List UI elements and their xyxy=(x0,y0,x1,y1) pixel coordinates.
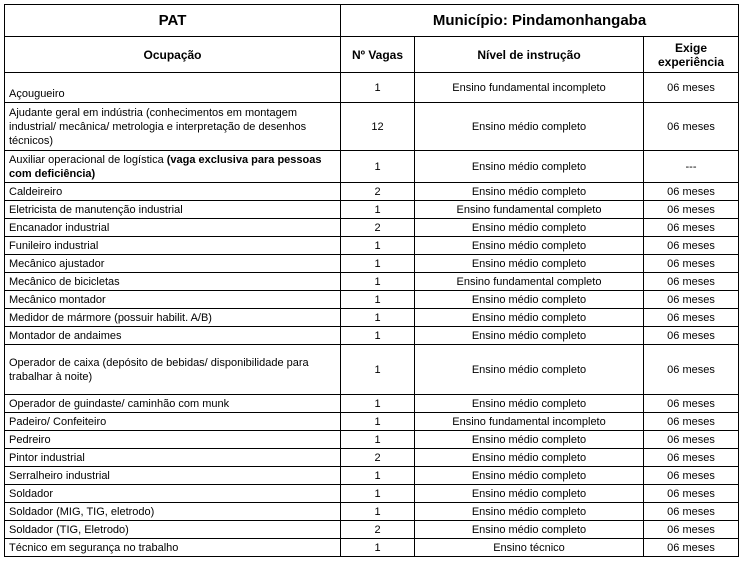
cell-vagas: 1 xyxy=(341,503,415,521)
cell-nivel: Ensino médio completo xyxy=(415,183,644,201)
pat-title: PAT xyxy=(5,5,341,37)
cell-experiencia: 06 meses xyxy=(644,255,739,273)
col-header-vagas: Nº Vagas xyxy=(341,37,415,73)
cell-experiencia: 06 meses xyxy=(644,183,739,201)
cell-nivel: Ensino médio completo xyxy=(415,395,644,413)
cell-vagas: 1 xyxy=(341,395,415,413)
cell-nivel: Ensino médio completo xyxy=(415,255,644,273)
table-row xyxy=(5,521,739,539)
cell-vagas: 1 xyxy=(341,345,415,395)
cell-nivel: Ensino fundamental incompleto xyxy=(415,73,644,103)
table-row xyxy=(5,103,739,151)
cell-vagas: 1 xyxy=(341,431,415,449)
cell-experiencia: 06 meses xyxy=(644,539,739,557)
cell-experiencia: 06 meses xyxy=(644,413,739,431)
cell-ocupacao: Operador de caixa (depósito de bebidas/ disponibilidade para trabalhar à noite) xyxy=(5,345,341,395)
cell-ocupacao: Ajudante geral em indústria (conhecimentos em montagem industrial/ mecânica/ metrologia e interpretação de desenhos técnicos) xyxy=(5,103,341,151)
cell-vagas: 1 xyxy=(341,327,415,345)
cell-vagas: 1 xyxy=(341,73,415,103)
table-row xyxy=(5,485,739,503)
cell-vagas: 2 xyxy=(341,183,415,201)
table-row xyxy=(5,431,739,449)
cell-vagas: 2 xyxy=(341,521,415,539)
cell-experiencia: --- xyxy=(644,151,739,183)
table-row xyxy=(5,183,739,201)
cell-nivel: Ensino médio completo xyxy=(415,103,644,151)
col-header-nivel: Nível de instrução xyxy=(415,37,644,73)
cell-experiencia: 06 meses xyxy=(644,103,739,151)
table-row xyxy=(5,309,739,327)
title-row xyxy=(5,5,739,37)
table-row xyxy=(5,151,739,183)
cell-ocupacao: Serralheiro industrial xyxy=(5,467,341,485)
cell-nivel: Ensino técnico xyxy=(415,539,644,557)
table-row xyxy=(5,467,739,485)
table-row xyxy=(5,345,739,395)
cell-experiencia: 06 meses xyxy=(644,291,739,309)
cell-ocupacao: Açougueiro xyxy=(5,73,341,103)
cell-nivel: Ensino médio completo xyxy=(415,237,644,255)
cell-experiencia: 06 meses xyxy=(644,431,739,449)
cell-experiencia: 06 meses xyxy=(644,273,739,291)
table-row xyxy=(5,237,739,255)
cell-ocupacao xyxy=(5,151,341,183)
table-row xyxy=(5,201,739,219)
cell-ocupacao: Soldador (MIG, TIG, eletrodo) xyxy=(5,503,341,521)
cell-experiencia: 06 meses xyxy=(644,503,739,521)
cell-experiencia: 06 meses xyxy=(644,327,739,345)
cell-vagas: 2 xyxy=(341,449,415,467)
cell-nivel: Ensino médio completo xyxy=(415,449,644,467)
table-row xyxy=(5,449,739,467)
cell-ocupacao: Mecânico montador xyxy=(5,291,341,309)
cell-vagas: 1 xyxy=(341,151,415,183)
ocupacao-text: Auxiliar operacional de logística xyxy=(9,153,167,166)
table-row xyxy=(5,291,739,309)
cell-nivel: Ensino médio completo xyxy=(415,485,644,503)
cell-vagas: 1 xyxy=(341,273,415,291)
cell-nivel: Ensino médio completo xyxy=(415,521,644,539)
cell-experiencia: 06 meses xyxy=(644,309,739,327)
cell-ocupacao: Soldador (TIG, Eletrodo) xyxy=(5,521,341,539)
cell-nivel: Ensino médio completo xyxy=(415,291,644,309)
cell-experiencia: 06 meses xyxy=(644,237,739,255)
cell-vagas: 2 xyxy=(341,219,415,237)
municipio-title: Município: Pindamonhangaba xyxy=(341,5,739,37)
cell-ocupacao: Mecânico de bicicletas xyxy=(5,273,341,291)
cell-nivel: Ensino médio completo xyxy=(415,431,644,449)
cell-ocupacao: Mecânico ajustador xyxy=(5,255,341,273)
col-header-ocupacao: Ocupação xyxy=(5,37,341,73)
column-header-row xyxy=(5,37,739,73)
cell-ocupacao: Funileiro industrial xyxy=(5,237,341,255)
cell-experiencia: 06 meses xyxy=(644,73,739,103)
cell-vagas: 1 xyxy=(341,485,415,503)
cell-experiencia: 06 meses xyxy=(644,395,739,413)
ocupacao-bold-note: (vaga exclusiva para pessoas com deficiência) xyxy=(9,153,322,180)
cell-ocupacao: Caldeireiro xyxy=(5,183,341,201)
table-row xyxy=(5,413,739,431)
cell-vagas: 1 xyxy=(341,413,415,431)
col-header-experiencia: Exige experiência xyxy=(644,37,739,73)
table-row xyxy=(5,73,739,103)
cell-experiencia: 06 meses xyxy=(644,449,739,467)
cell-vagas: 1 xyxy=(341,291,415,309)
cell-vagas: 1 xyxy=(341,255,415,273)
cell-ocupacao: Padeiro/ Confeiteiro xyxy=(5,413,341,431)
table-row xyxy=(5,327,739,345)
table-row xyxy=(5,219,739,237)
cell-experiencia: 06 meses xyxy=(644,345,739,395)
cell-vagas: 1 xyxy=(341,201,415,219)
cell-ocupacao: Pedreiro xyxy=(5,431,341,449)
cell-ocupacao: Técnico em segurança no trabalho xyxy=(5,539,341,557)
table-row xyxy=(5,255,739,273)
table-row xyxy=(5,273,739,291)
job-vacancies-table xyxy=(4,4,739,557)
cell-vagas: 1 xyxy=(341,237,415,255)
cell-ocupacao: Medidor de mármore (possuir habilit. A/B) xyxy=(5,309,341,327)
cell-nivel: Ensino médio completo xyxy=(415,503,644,521)
cell-nivel: Ensino médio completo xyxy=(415,467,644,485)
cell-ocupacao: Montador de andaimes xyxy=(5,327,341,345)
cell-nivel: Ensino fundamental completo xyxy=(415,273,644,291)
cell-ocupacao: Encanador industrial xyxy=(5,219,341,237)
cell-vagas: 1 xyxy=(341,539,415,557)
cell-nivel: Ensino médio completo xyxy=(415,345,644,395)
cell-ocupacao: Pintor industrial xyxy=(5,449,341,467)
table-row xyxy=(5,539,739,557)
cell-vagas: 12 xyxy=(341,103,415,151)
cell-ocupacao: Eletricista de manutenção industrial xyxy=(5,201,341,219)
cell-nivel: Ensino fundamental completo xyxy=(415,201,644,219)
cell-vagas: 1 xyxy=(341,467,415,485)
cell-nivel: Ensino fundamental incompleto xyxy=(415,413,644,431)
cell-experiencia: 06 meses xyxy=(644,521,739,539)
cell-nivel: Ensino médio completo xyxy=(415,309,644,327)
cell-experiencia: 06 meses xyxy=(644,485,739,503)
cell-nivel: Ensino médio completo xyxy=(415,151,644,183)
cell-experiencia: 06 meses xyxy=(644,467,739,485)
cell-vagas: 1 xyxy=(341,309,415,327)
table-row xyxy=(5,395,739,413)
cell-experiencia: 06 meses xyxy=(644,201,739,219)
cell-experiencia: 06 meses xyxy=(644,219,739,237)
cell-ocupacao: Soldador xyxy=(5,485,341,503)
table-row xyxy=(5,503,739,521)
cell-nivel: Ensino médio completo xyxy=(415,219,644,237)
cell-nivel: Ensino médio completo xyxy=(415,327,644,345)
cell-ocupacao: Operador de guindaste/ caminhão com munk xyxy=(5,395,341,413)
